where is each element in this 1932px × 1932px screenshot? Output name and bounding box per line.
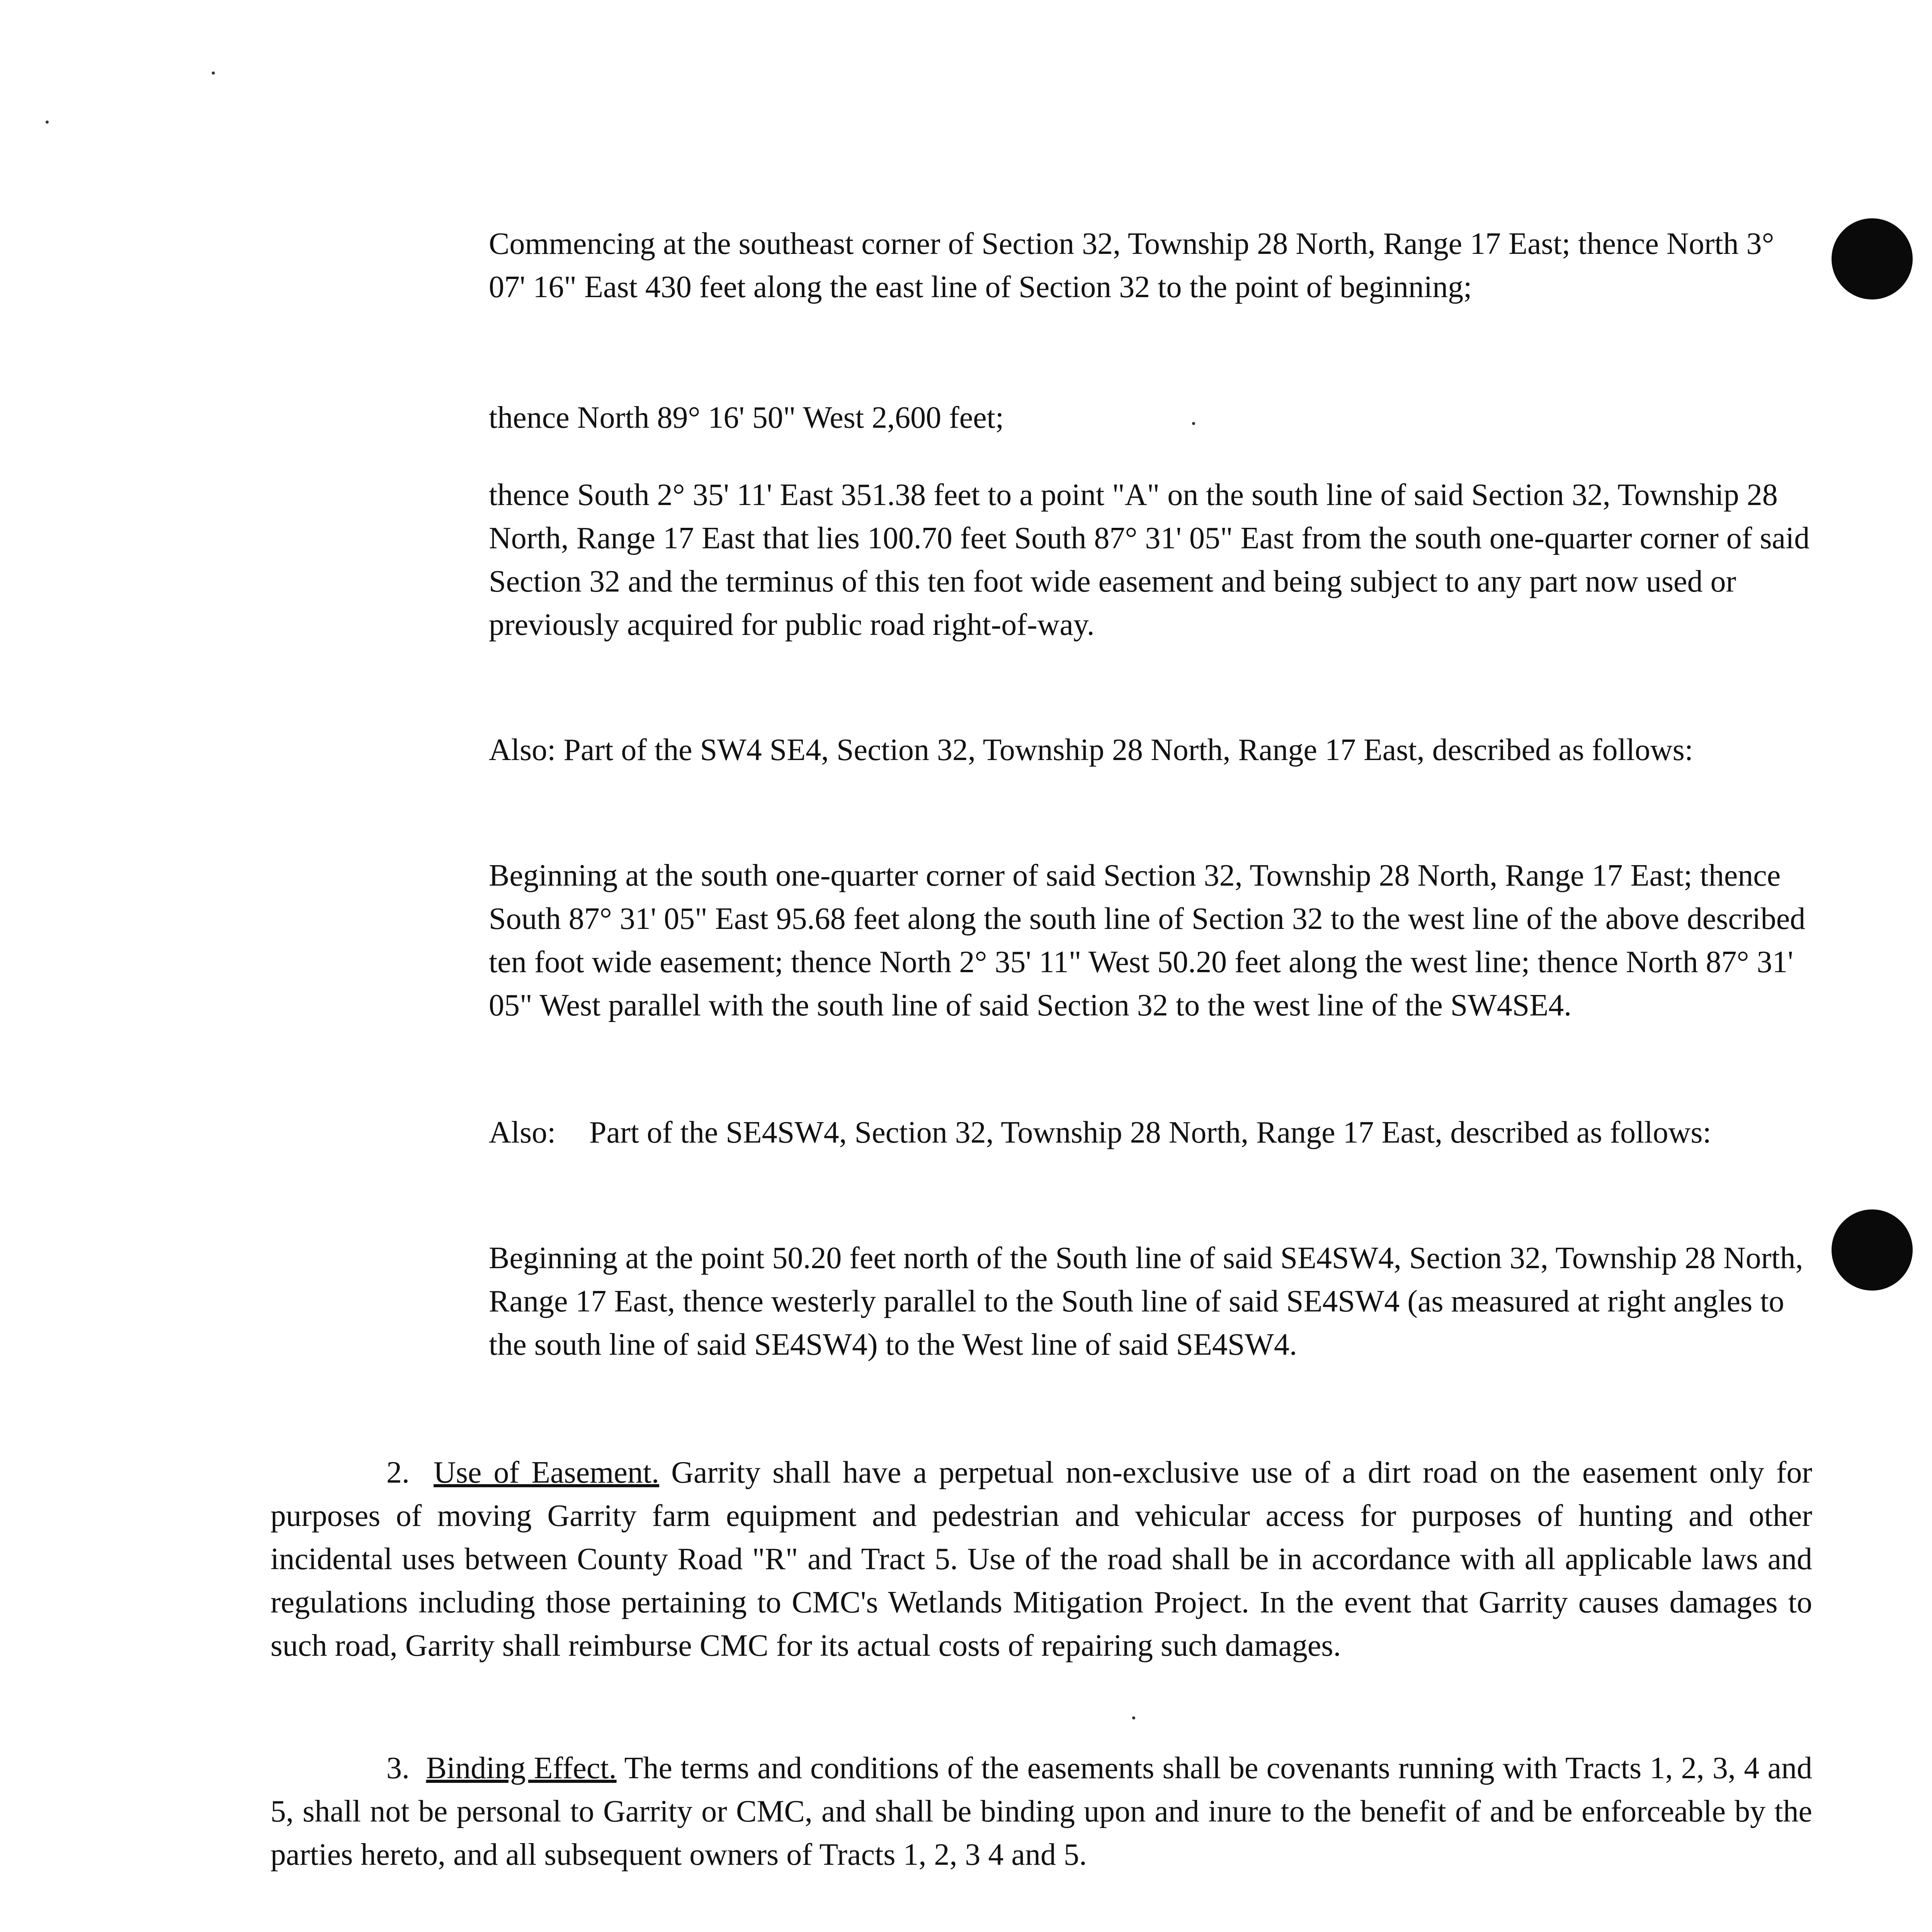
paragraph-text: thence South 2° 35' 11' East 351.38 feet to a point "A" on the south line of said Section 32, Township 28 North, Range 17 East that lies 100.70 feet South 87° 31' 05" East from the south one-quarter corner of said Section 32 and the terminus of this ten foot wide easement and being subject to any part now used or previously acquired for public road right-of-way. [489, 478, 1810, 642]
punch-hole-middle [1832, 1209, 1913, 1291]
legal-commencing [489, 222, 1810, 309]
section-paragraph [270, 1451, 1812, 1667]
section-heading: Use of Easement. [434, 1456, 660, 1490]
section-heading: Binding Effect. [426, 1751, 617, 1785]
section-paragraph [270, 1747, 1812, 1876]
section-number: 2. [386, 1456, 410, 1490]
section-binding-effect [270, 1747, 1812, 1876]
section-use-of-easement [270, 1451, 1812, 1667]
legal-also-1 [489, 728, 1810, 772]
scan-speck [1132, 1716, 1135, 1719]
also-label: Also: [489, 1116, 556, 1150]
section-text: The terms and conditions of the easements shall be covenants running with Tracts 1, 2, 3, 4 and 5, shall not be personal to Garrity or CMC, and shall be binding upon and inure to the benefit of and be enforceable by the parties hereto, and all subsequent owners of Tracts 1, 2, 3 4 and 5. [270, 1751, 1812, 1872]
legal-thence-1 [489, 396, 1810, 439]
legal-also-2 [489, 1111, 1810, 1154]
scan-speck [212, 71, 215, 75]
legal-beginning-1 [489, 854, 1810, 1027]
punch-hole-top [1832, 218, 1913, 299]
legal-thence-2 [489, 473, 1810, 646]
section-text: Garrity shall have a perpetual non-exclusive use of a dirt road on the easement only for purposes of moving Garrity farm equipment and pedestrian and vehicular access for purposes of hunting and other incidental uses between County Road "R" and Tract 5. Use of the road shall be in accordance with all applicable laws and regulations including those pertaining to CMC's Wetlands Mitigation Project. In the event that Garrity causes damages to such road, Garrity shall reimburse CMC for its actual costs of repairing such damages. [270, 1456, 1813, 1663]
paragraph-text: thence North 89° 16' 50" West 2,600 feet; [489, 401, 1004, 435]
paragraph-text: Beginning at the south one-quarter corner of said Section 32, Township 28 North, Range 17 East; thence South 87° 31' 05" East 95.68 feet along the south line of Section 32 to the west line of the above described ten foot wide easement; thence North 2° 35' 11" West 50.20 feet along the west line; thence North 87° 31' 05" West parallel with the south line of said Section 32 to the west line of the SW4SE4. [489, 859, 1806, 1022]
paragraph-text: Also: Part of the SW4 SE4, Section 32, Township 28 North, Range 17 East, described as follows: [489, 733, 1694, 767]
paragraph-text: Part of the SE4SW4, Section 32, Township 28 North, Range 17 East, described as follows: [589, 1116, 1711, 1150]
paragraph-text: Beginning at the point 50.20 feet north of the South line of said SE4SW4, Section 32, Township 28 North, Range 17 East, thence westerly parallel to the South line of said SE4SW4 (as measured at right angles to the south line of said SE4SW4) to the West line of said SE4SW4. [489, 1241, 1803, 1362]
paragraph-text: Commencing at the southeast corner of Section 32, Township 28 North, Range 17 East; thence North 3° 07' 16" East 430 feet along the east line of Section 32 to the point of beginning; [489, 227, 1774, 304]
legal-beginning-2 [489, 1236, 1810, 1366]
section-number: 3. [386, 1751, 410, 1785]
scan-speck [46, 121, 49, 124]
